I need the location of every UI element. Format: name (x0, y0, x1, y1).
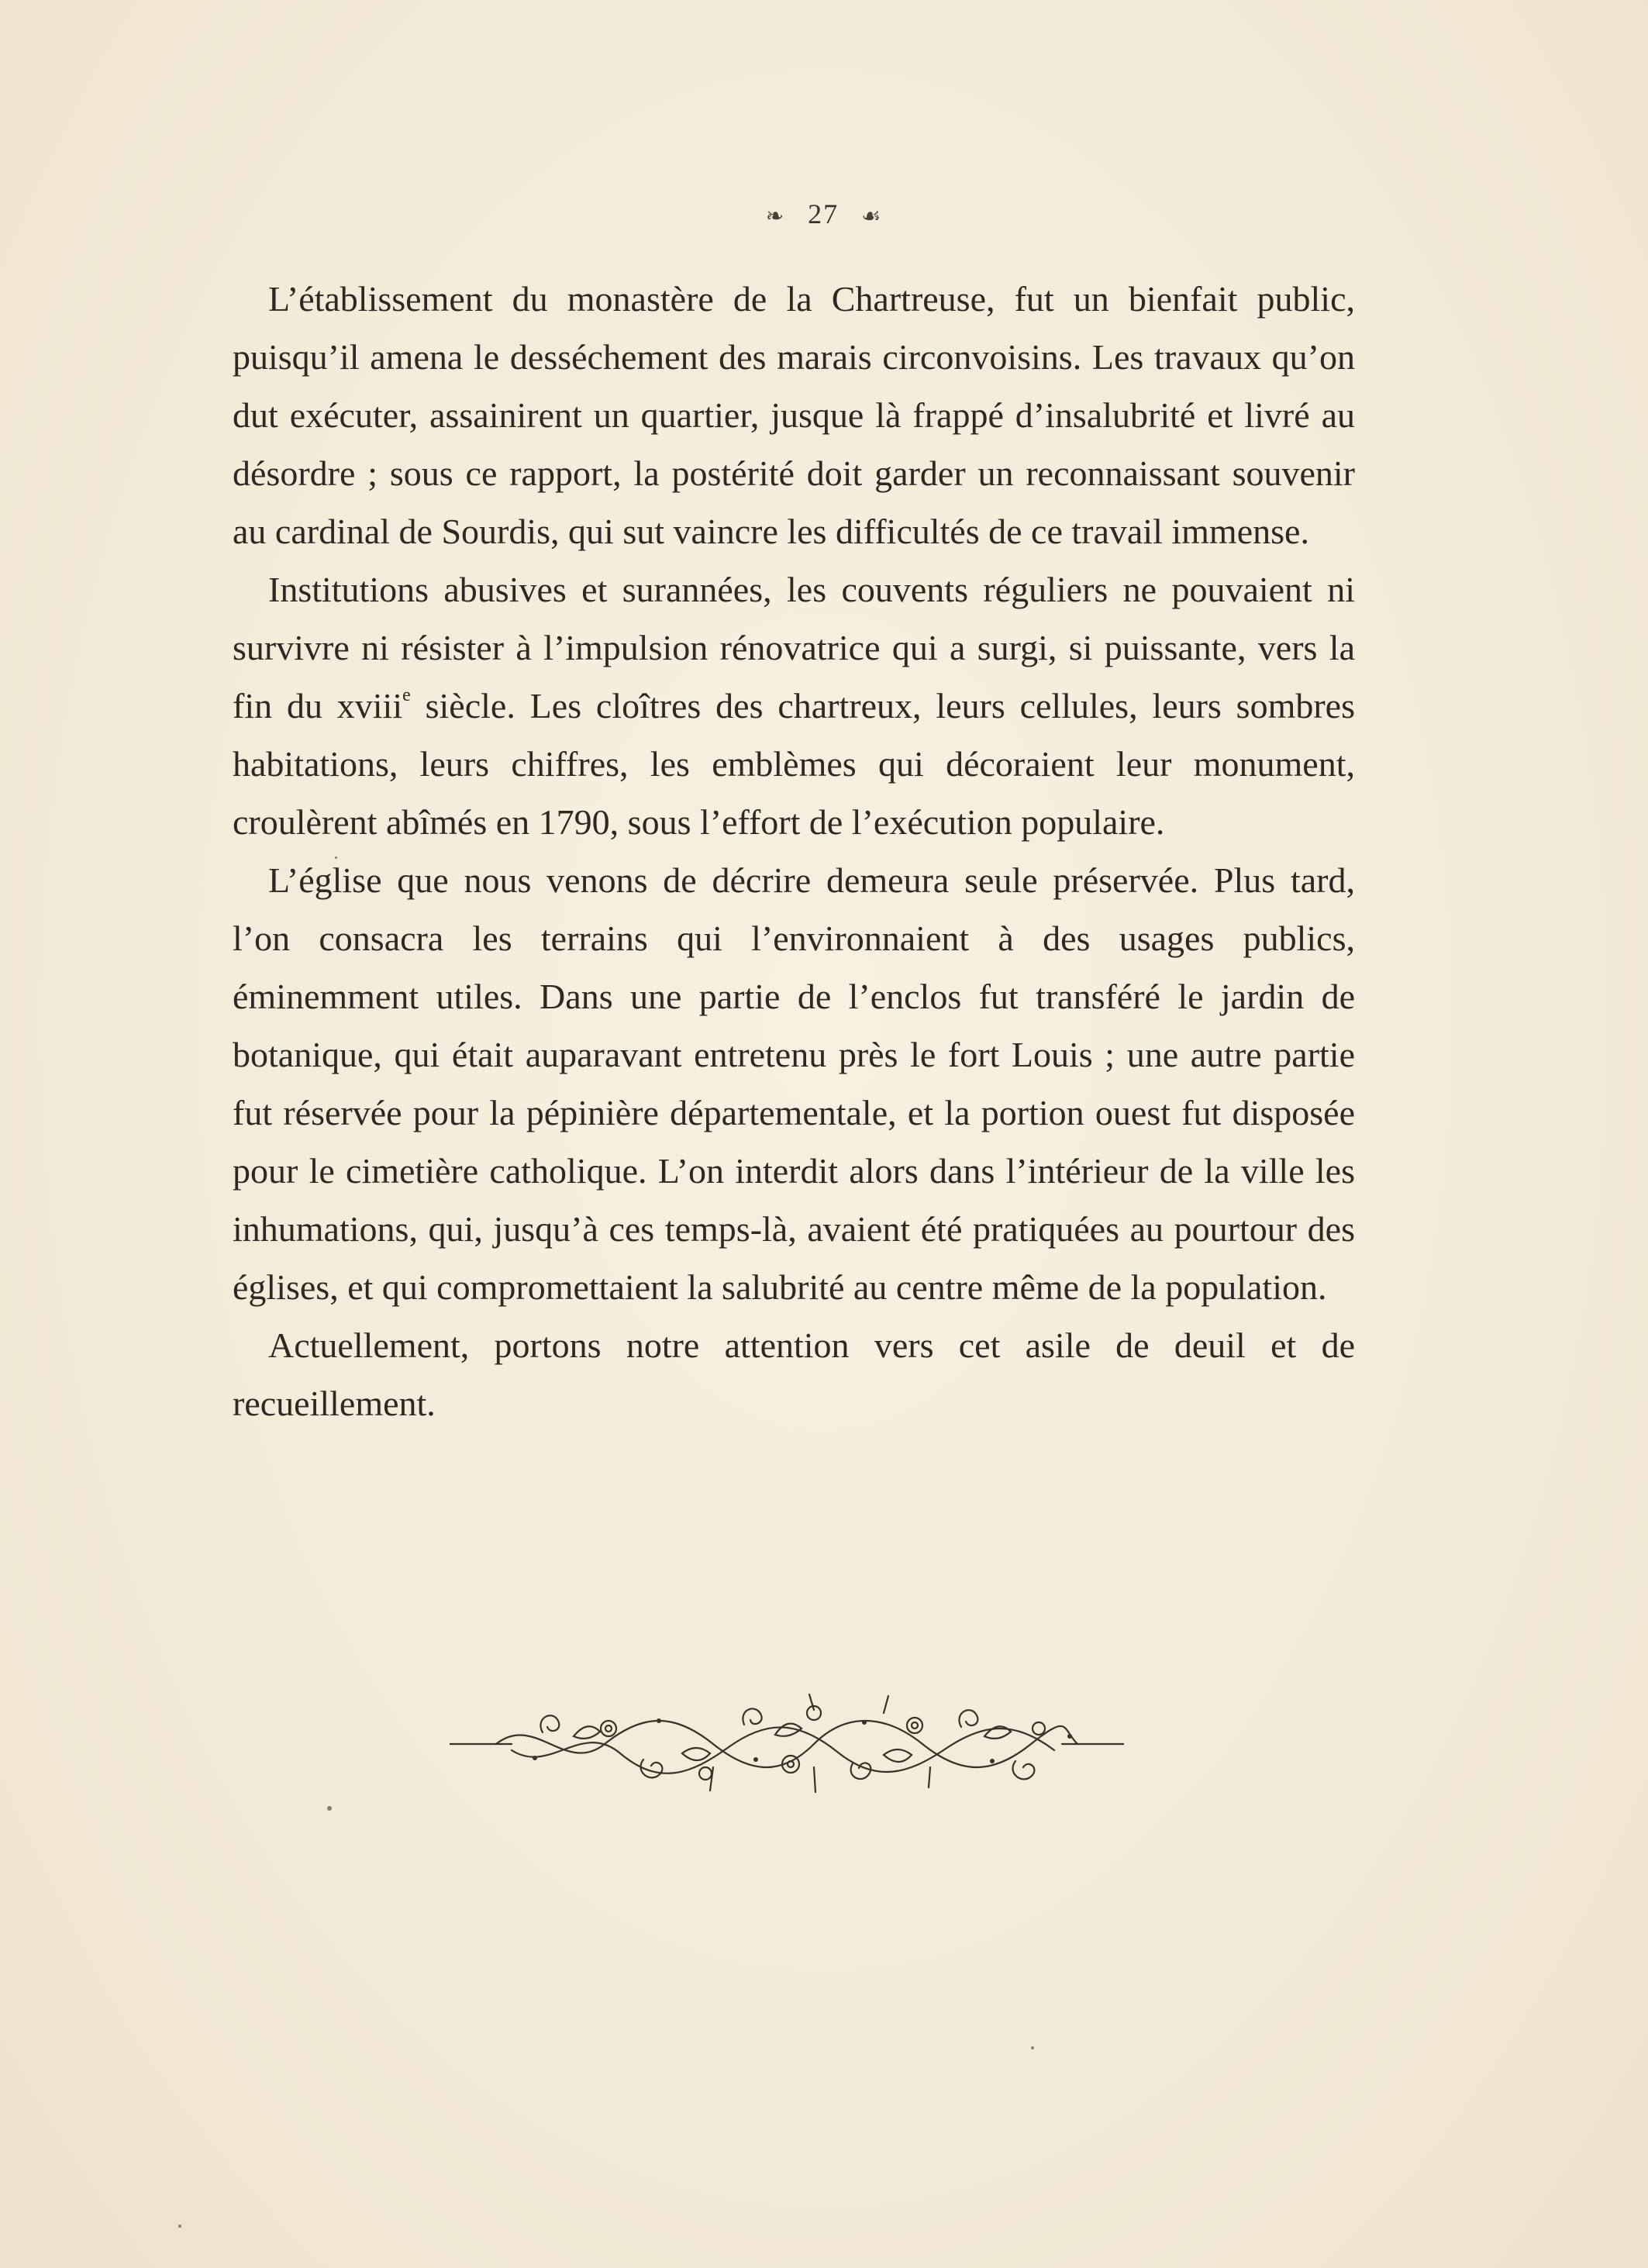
paragraph-4 (233, 1316, 1355, 1432)
century-superscript: e (402, 685, 411, 705)
paragraph-3 (233, 851, 1355, 1316)
paragraph-4-text: Actuellement, portons notre attention vers cet asile de deuil et de recueillement. (233, 1325, 1355, 1423)
paper-speck (327, 1806, 332, 1811)
right-ornament-icon: ☙ (861, 205, 883, 229)
paper-speck (335, 857, 337, 859)
floral-vignette-icon (450, 1690, 1124, 1798)
paragraph-3-text: L’église que nous venons de décrire demeura seule préservée. Plus tard, l’on consacra les terrains qui l’environnaient à des usages publics, éminemment utiles. Dans une partie de l’enclos fut transféré le jardin de botanique, qui était auparavant entretenu près le fort Louis ; une autre partie fut réservée pour la pépinière départementale, et la portion ouest fut disposée pour le cimetière catholique. L’on interdit alors dans l’intérieur de la ville les inhumations, qui, jusqu’à ces temps-là, avaient été pratiquées au pourtour des églises, et qui compromettaient la salubrité au centre même de la population. (233, 860, 1355, 1307)
paragraph-1 (233, 270, 1355, 560)
left-ornament-icon: ❧ (765, 205, 786, 229)
paper-speck (1031, 2046, 1034, 2049)
page-number: 27 (808, 198, 840, 229)
paragraph-1-text: L’établissement du monastère de la Chartreuse, fut un bienfait public, puisqu’il amena le desséchement des marais circonvoisins. Les travaux qu’on dut exécuter, assainirent un quartier, jusque là frappé d’insalubrité et livré au désordre ; sous ce rapport, la postérité doit garder un reconnaissant souvenir au cardinal de Sourdis, qui sut vaincre les difficultés de ce travail immense. (233, 279, 1355, 551)
paragraph-2-text-a: Institutions abusives et surannées, les couvents réguliers ne pouvaient ni survivre ni résister à l’impulsion rénovatrice qui a surgi, si puissante, vers la fin du xviii (233, 570, 1355, 726)
page-header (0, 198, 1648, 230)
paper-speck (178, 2225, 181, 2228)
body-text (233, 270, 1355, 1432)
paragraph-2 (233, 560, 1355, 851)
paragraph-2-text-b: siècle. Les cloîtres des chartreux, leurs cellules, leurs sombres habitations, leurs chiffres, les emblèmes qui décoraient leur monument, croulèrent abîmés en 1790, sous l’effort de l’exécution populaire. (233, 686, 1355, 842)
